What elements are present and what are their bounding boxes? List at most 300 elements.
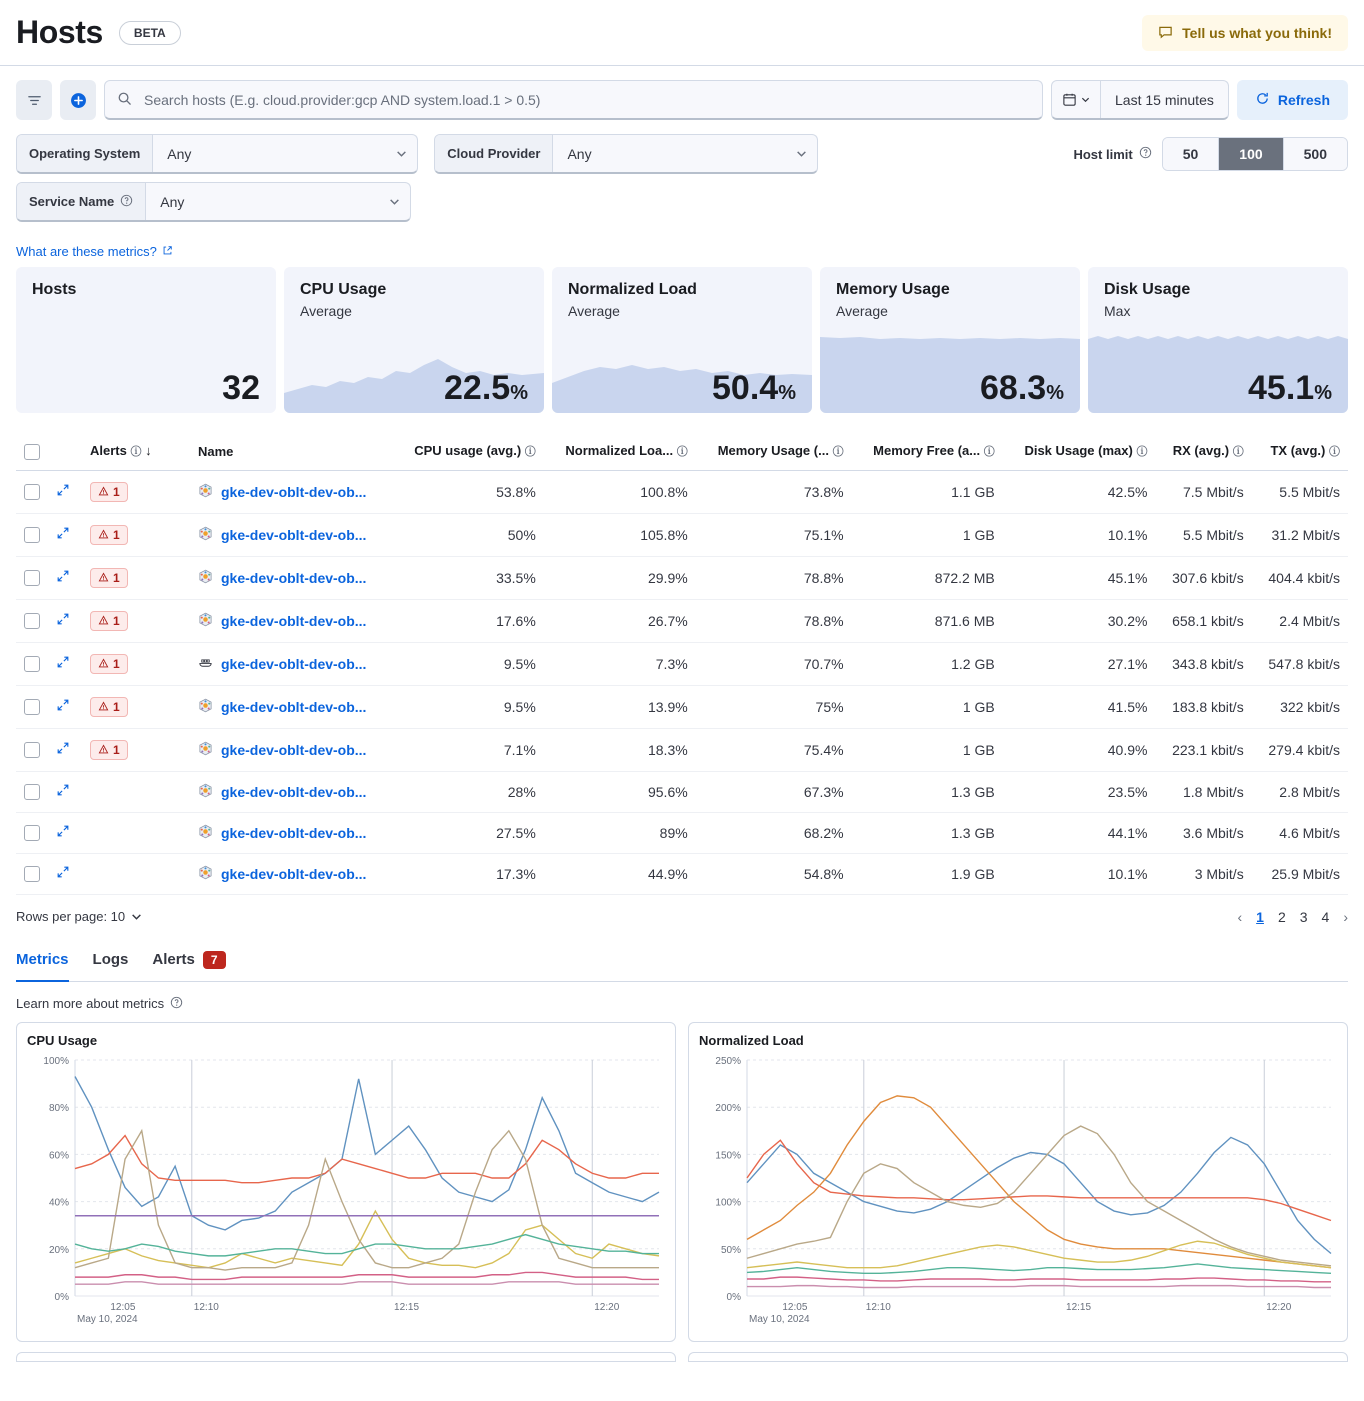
question-icon: ⓘ xyxy=(983,446,995,459)
row-expand-cell xyxy=(48,470,82,513)
kpi-row xyxy=(0,259,1364,413)
row-memory-free-cell: 1.2 GB xyxy=(852,642,1003,685)
row-rx-cell: 343.8 kbit/s xyxy=(1155,642,1251,685)
kpi-value: 68.3% xyxy=(980,369,1064,407)
kpi-memory-usage xyxy=(820,267,1080,413)
expand-icon[interactable] xyxy=(56,484,70,500)
comment-icon xyxy=(1158,25,1173,40)
row-alerts-cell xyxy=(82,685,190,728)
kubernetes-icon xyxy=(198,698,213,716)
kpi-subtitle: Average xyxy=(836,303,888,319)
row-checkbox[interactable] xyxy=(24,742,40,758)
table-row xyxy=(16,853,1348,894)
row-checkbox[interactable] xyxy=(24,484,40,500)
row-memory-free-cell: 1 GB xyxy=(852,685,1003,728)
row-memory-usage-cell: 68.2% xyxy=(696,812,852,853)
row-checkbox[interactable] xyxy=(24,699,40,715)
column-header-tx[interactable] xyxy=(1252,435,1348,470)
svg-text:100%: 100% xyxy=(43,1055,69,1067)
row-alerts-cell xyxy=(82,599,190,642)
host-limit-text: Host limit xyxy=(1073,146,1133,162)
kpi-subtitle: Max xyxy=(1104,303,1131,319)
kpi-value: 32 xyxy=(222,369,260,407)
filter-selected-value: Any xyxy=(567,145,592,162)
row-expand-cell xyxy=(48,642,82,685)
row-load-cell: 89% xyxy=(544,812,696,853)
column-label: Name xyxy=(198,443,234,459)
host-link[interactable]: gke-dev-oblt-dev-ob... xyxy=(221,655,367,672)
row-disk-cell: 10.1% xyxy=(1003,513,1156,556)
beta-badge: BETA xyxy=(119,21,181,45)
row-load-cell: 100.8% xyxy=(544,470,696,513)
tab-bar xyxy=(16,941,1348,982)
row-checkbox[interactable] xyxy=(24,866,40,882)
kubernetes-icon xyxy=(198,526,213,544)
expand-icon[interactable] xyxy=(56,866,70,882)
row-alerts-cell xyxy=(82,728,190,771)
svg-text:12:05: 12:05 xyxy=(782,1301,808,1313)
row-select-cell xyxy=(16,556,48,599)
kpi-normalized-load xyxy=(552,267,812,413)
row-rx-cell: 3.6 Mbit/s xyxy=(1155,812,1251,853)
column-label: CPU usage (avg.) xyxy=(414,443,522,459)
kubernetes-icon xyxy=(198,483,213,501)
row-memory-usage-cell: 75.4% xyxy=(696,728,852,771)
column-header-disk[interactable] xyxy=(1003,435,1156,470)
svg-text:60%: 60% xyxy=(48,1149,69,1161)
chart-canvas xyxy=(27,1052,667,1330)
row-name-cell xyxy=(190,728,393,771)
row-name-cell xyxy=(190,556,393,599)
add-filter-icon[interactable] xyxy=(60,80,96,120)
row-memory-free-cell: 872.2 MB xyxy=(852,556,1003,599)
toolbar xyxy=(0,66,1364,230)
metrics-link-label: What are these metrics? xyxy=(16,244,157,259)
page-3[interactable]: 3 xyxy=(1299,908,1308,925)
svg-text:250%: 250% xyxy=(715,1055,741,1067)
question-icon xyxy=(1139,146,1152,162)
expand-icon[interactable] xyxy=(56,784,70,800)
question-icon xyxy=(170,996,183,1012)
row-name-cell xyxy=(190,599,393,642)
kubernetes-icon xyxy=(198,741,213,759)
row-checkbox[interactable] xyxy=(24,570,40,586)
kubernetes-icon xyxy=(198,612,213,630)
feedback-label: Tell us what you think! xyxy=(1182,24,1332,41)
kpi-subtitle: Average xyxy=(300,303,352,319)
external-link-icon xyxy=(162,244,173,259)
hosts-table xyxy=(16,435,1348,895)
expand-icon[interactable] xyxy=(56,699,70,715)
filter-value[interactable] xyxy=(146,183,410,220)
search-box[interactable] xyxy=(104,80,1043,120)
row-alerts-cell xyxy=(82,470,190,513)
rows-per-page-selector[interactable] xyxy=(16,909,142,924)
search-row xyxy=(16,80,1348,120)
expand-icon[interactable] xyxy=(56,825,70,841)
row-cpu-cell: 9.5% xyxy=(393,642,544,685)
row-memory-usage-cell: 67.3% xyxy=(696,771,852,812)
row-load-cell: 13.9% xyxy=(544,685,696,728)
search-input[interactable] xyxy=(142,91,1030,109)
row-select-cell xyxy=(16,812,48,853)
table-row xyxy=(16,685,1348,728)
row-memory-free-cell: 1.1 GB xyxy=(852,470,1003,513)
kpi-hosts xyxy=(16,267,276,413)
row-load-cell: 7.3% xyxy=(544,642,696,685)
kpi-title: Normalized Load xyxy=(568,281,697,298)
svg-text:20%: 20% xyxy=(48,1244,69,1256)
column-header-cpu[interactable] xyxy=(393,435,544,470)
table-row xyxy=(16,812,1348,853)
row-disk-cell: 23.5% xyxy=(1003,771,1156,812)
table-row xyxy=(16,771,1348,812)
filter-icon[interactable] xyxy=(16,80,52,120)
calendar-icon[interactable] xyxy=(1052,81,1101,118)
chart-card-partial-right xyxy=(688,1352,1348,1362)
svg-text:May 10, 2024: May 10, 2024 xyxy=(77,1313,138,1325)
kubernetes-icon xyxy=(198,569,213,587)
svg-text:12:20: 12:20 xyxy=(1266,1301,1292,1313)
what-are-these-metrics-link[interactable] xyxy=(16,244,173,259)
container-icon xyxy=(198,655,213,673)
row-tx-cell: 2.4 Mbit/s xyxy=(1252,599,1348,642)
page-header xyxy=(0,0,1364,66)
chart-row-partial xyxy=(0,1342,1364,1362)
kpi-title: CPU Usage xyxy=(300,281,387,298)
filter-selected-value: Any xyxy=(160,193,185,210)
feedback-button[interactable] xyxy=(1142,15,1348,51)
question-icon: ⓘ xyxy=(1136,446,1148,459)
host-link[interactable]: gke-dev-oblt-dev-ob... xyxy=(221,569,367,586)
kubernetes-icon xyxy=(198,865,213,883)
svg-text:200%: 200% xyxy=(715,1102,741,1114)
row-load-cell: 26.7% xyxy=(544,599,696,642)
host-limit-500[interactable]: 500 xyxy=(1284,138,1347,170)
tab-label: Metrics xyxy=(16,951,69,969)
row-select-cell xyxy=(16,685,48,728)
tab-label: Alerts xyxy=(152,951,195,969)
table-row xyxy=(16,599,1348,642)
filter-selected-value: Any xyxy=(167,145,192,162)
column-label: RX (avg.) xyxy=(1172,443,1230,459)
row-checkbox[interactable] xyxy=(24,784,40,800)
row-load-cell: 44.9% xyxy=(544,853,696,894)
prev-page-button[interactable]: ‹ xyxy=(1237,908,1243,925)
row-alerts-cell xyxy=(82,556,190,599)
kpi-value: 22.5% xyxy=(444,369,528,407)
host-link[interactable]: gke-dev-oblt-dev-ob... xyxy=(221,865,367,882)
row-load-cell: 18.3% xyxy=(544,728,696,771)
column-label: Alerts xyxy=(90,443,127,459)
row-memory-usage-cell: 54.8% xyxy=(696,853,852,894)
row-expand-cell xyxy=(48,685,82,728)
row-name-cell xyxy=(190,470,393,513)
row-disk-cell: 30.2% xyxy=(1003,599,1156,642)
row-name-cell xyxy=(190,812,393,853)
row-rx-cell: 1.8 Mbit/s xyxy=(1155,771,1251,812)
chart-row xyxy=(0,1012,1364,1342)
svg-text:150%: 150% xyxy=(715,1149,741,1161)
svg-text:50%: 50% xyxy=(720,1244,741,1256)
column-label: Memory Free (a... xyxy=(873,443,981,459)
chevron-down-icon xyxy=(796,146,807,162)
column-header-memory-usage[interactable] xyxy=(696,435,852,470)
next-page-button[interactable]: › xyxy=(1343,908,1348,925)
row-rx-cell: 183.8 kbit/s xyxy=(1155,685,1251,728)
row-select-cell xyxy=(16,470,48,513)
row-tx-cell: 547.8 kbit/s xyxy=(1252,642,1348,685)
column-label: TX (avg.) xyxy=(1270,443,1326,459)
page-1[interactable]: 1 xyxy=(1256,908,1264,925)
row-cpu-cell: 28% xyxy=(393,771,544,812)
row-cpu-cell: 27.5% xyxy=(393,812,544,853)
alert-badge[interactable]: 1 xyxy=(90,697,128,717)
column-header-rx[interactable] xyxy=(1155,435,1251,470)
row-expand-cell xyxy=(48,728,82,771)
row-select-cell xyxy=(16,642,48,685)
row-disk-cell: 10.1% xyxy=(1003,853,1156,894)
row-alerts-cell xyxy=(82,771,190,812)
sort-desc-icon: ↓ xyxy=(145,443,152,459)
kpi-value: 50.4% xyxy=(712,369,796,407)
rows-per-page-label: Rows per page: 10 xyxy=(16,909,126,925)
filter-value[interactable] xyxy=(153,135,417,172)
row-cpu-cell: 7.1% xyxy=(393,728,544,771)
host-limit-label xyxy=(1073,146,1151,162)
svg-text:12:10: 12:10 xyxy=(865,1301,891,1313)
date-picker[interactable] xyxy=(1051,80,1229,120)
chart-card-partial-left xyxy=(16,1352,676,1362)
question-icon: ⓘ xyxy=(1329,446,1340,459)
column-header-memory-free[interactable] xyxy=(852,435,1003,470)
filter-service-name[interactable] xyxy=(16,182,411,222)
expand-icon[interactable] xyxy=(56,613,70,629)
filter-operating-system[interactable] xyxy=(16,134,418,174)
row-rx-cell: 3 Mbit/s xyxy=(1155,853,1251,894)
refresh-button[interactable] xyxy=(1237,80,1348,120)
tab-metrics[interactable] xyxy=(16,941,69,981)
svg-text:0%: 0% xyxy=(54,1291,69,1303)
row-memory-usage-cell: 75.1% xyxy=(696,513,852,556)
row-memory-usage-cell: 78.8% xyxy=(696,599,852,642)
search-icon xyxy=(117,91,132,109)
row-tx-cell: 279.4 kbit/s xyxy=(1252,728,1348,771)
host-link[interactable]: gke-dev-oblt-dev-ob... xyxy=(221,526,367,543)
row-memory-free-cell: 1.3 GB xyxy=(852,812,1003,853)
filter-label xyxy=(17,183,146,220)
column-header-name[interactable] xyxy=(190,435,393,470)
refresh-label: Refresh xyxy=(1277,92,1330,108)
table-row xyxy=(16,470,1348,513)
page-title: Hosts xyxy=(16,14,103,50)
svg-text:12:20: 12:20 xyxy=(594,1301,620,1313)
select-all-checkbox[interactable] xyxy=(24,444,40,460)
row-name-cell xyxy=(190,513,393,556)
header-left xyxy=(16,14,181,51)
table-footer xyxy=(16,895,1348,935)
kpi-title: Hosts xyxy=(32,281,77,298)
row-checkbox[interactable] xyxy=(24,527,40,543)
row-name-cell xyxy=(190,771,393,812)
tab-logs[interactable] xyxy=(93,941,129,981)
row-cpu-cell: 9.5% xyxy=(393,685,544,728)
row-select-cell xyxy=(16,513,48,556)
chevron-down-icon xyxy=(396,146,407,162)
row-alerts-cell xyxy=(82,812,190,853)
question-icon: ⓘ xyxy=(1232,446,1244,459)
row-select-cell xyxy=(16,853,48,894)
svg-text:12:15: 12:15 xyxy=(394,1301,420,1313)
svg-text:12:05: 12:05 xyxy=(110,1301,136,1313)
expand-icon[interactable] xyxy=(56,527,70,543)
row-disk-cell: 42.5% xyxy=(1003,470,1156,513)
svg-text:12:10: 12:10 xyxy=(193,1301,219,1313)
row-memory-usage-cell: 75% xyxy=(696,685,852,728)
kpi-value: 45.1% xyxy=(1248,369,1332,407)
row-cpu-cell: 33.5% xyxy=(393,556,544,599)
row-cpu-cell: 53.8% xyxy=(393,470,544,513)
filter-row-2 xyxy=(16,182,1348,230)
expand-icon[interactable] xyxy=(56,742,70,758)
kubernetes-icon xyxy=(198,824,213,842)
alert-badge[interactable]: 1 xyxy=(90,525,128,545)
table-row xyxy=(16,556,1348,599)
row-cpu-cell: 17.6% xyxy=(393,599,544,642)
row-alerts-cell xyxy=(82,513,190,556)
chart-normalized-load xyxy=(688,1022,1348,1342)
filter-value[interactable] xyxy=(553,135,817,172)
row-memory-free-cell: 1.3 GB xyxy=(852,771,1003,812)
alert-badge[interactable]: 1 xyxy=(90,568,128,588)
row-disk-cell: 41.5% xyxy=(1003,685,1156,728)
row-expand-cell xyxy=(48,853,82,894)
row-tx-cell: 322 kbit/s xyxy=(1252,685,1348,728)
tab-label: Logs xyxy=(92,951,129,969)
chart-title: CPU Usage xyxy=(27,1032,98,1048)
question-icon: ⓘ xyxy=(130,446,142,459)
date-range-label[interactable]: Last 15 minutes xyxy=(1115,91,1214,108)
alert-badge[interactable]: 1 xyxy=(90,611,128,631)
row-expand-cell xyxy=(48,556,82,599)
host-link[interactable]: gke-dev-oblt-dev-ob... xyxy=(221,824,367,841)
row-memory-free-cell: 1.9 GB xyxy=(852,853,1003,894)
table-row xyxy=(16,642,1348,685)
select-all-header xyxy=(16,435,48,470)
question-icon: ⓘ xyxy=(832,446,844,459)
page-4[interactable]: 4 xyxy=(1321,908,1330,925)
kpi-disk-usage xyxy=(1088,267,1348,413)
row-rx-cell: 5.5 Mbit/s xyxy=(1155,513,1251,556)
expand-header xyxy=(48,435,82,470)
row-memory-free-cell: 1 GB xyxy=(852,728,1003,771)
host-link[interactable]: gke-dev-oblt-dev-ob... xyxy=(221,783,367,800)
question-icon: ⓘ xyxy=(676,446,688,459)
row-disk-cell: 27.1% xyxy=(1003,642,1156,685)
row-load-cell: 95.6% xyxy=(544,771,696,812)
row-memory-usage-cell: 70.7% xyxy=(696,642,852,685)
row-checkbox[interactable] xyxy=(24,656,40,672)
svg-text:80%: 80% xyxy=(48,1102,69,1114)
kpi-subtitle: Average xyxy=(568,303,620,319)
alert-badge[interactable]: 1 xyxy=(90,482,128,502)
row-select-cell xyxy=(16,771,48,812)
expand-icon[interactable] xyxy=(56,570,70,586)
kpi-cpu-usage xyxy=(284,267,544,413)
chevron-down-icon xyxy=(389,194,400,210)
learn-more-label: Learn more about metrics xyxy=(16,996,165,1012)
tab-alerts[interactable] xyxy=(152,941,225,981)
host-limit-100[interactable]: 100 xyxy=(1219,138,1283,170)
svg-text:0%: 0% xyxy=(726,1291,741,1303)
kpi-title: Disk Usage xyxy=(1104,281,1191,298)
pagination xyxy=(1237,909,1348,925)
alert-badge[interactable]: 1 xyxy=(90,654,128,674)
row-load-cell: 29.9% xyxy=(544,556,696,599)
kubernetes-icon xyxy=(198,783,213,801)
question-icon: ⓘ xyxy=(524,446,536,459)
svg-text:12:15: 12:15 xyxy=(1066,1301,1092,1313)
row-rx-cell: 307.6 kbit/s xyxy=(1155,556,1251,599)
filter-cloud-provider[interactable] xyxy=(434,134,818,174)
page-2[interactable]: 2 xyxy=(1277,908,1286,925)
row-select-cell xyxy=(16,728,48,771)
column-header-alerts[interactable] xyxy=(82,435,190,470)
filter-label: Operating System xyxy=(17,135,153,172)
host-link[interactable]: gke-dev-oblt-dev-ob... xyxy=(221,483,367,500)
host-link[interactable]: gke-dev-oblt-dev-ob... xyxy=(221,612,367,629)
table-body xyxy=(16,470,1348,894)
row-rx-cell: 7.5 Mbit/s xyxy=(1155,470,1251,513)
row-cpu-cell: 17.3% xyxy=(393,853,544,894)
row-tx-cell: 404.4 kbit/s xyxy=(1252,556,1348,599)
row-alerts-cell xyxy=(82,642,190,685)
row-checkbox[interactable] xyxy=(24,825,40,841)
row-disk-cell: 40.9% xyxy=(1003,728,1156,771)
column-header-load[interactable] xyxy=(544,435,696,470)
kpi-title: Memory Usage xyxy=(836,281,950,298)
row-name-cell xyxy=(190,853,393,894)
alerts-count-badge: 7 xyxy=(203,951,226,969)
host-limit-50[interactable]: 50 xyxy=(1163,138,1220,170)
question-icon xyxy=(120,194,133,210)
host-limit-segmented[interactable] xyxy=(1162,137,1348,171)
row-expand-cell xyxy=(48,771,82,812)
column-label: Normalized Loa... xyxy=(565,443,674,459)
svg-text:100%: 100% xyxy=(715,1197,741,1209)
row-checkbox[interactable] xyxy=(24,613,40,629)
row-tx-cell: 31.2 Mbit/s xyxy=(1252,513,1348,556)
row-tx-cell: 5.5 Mbit/s xyxy=(1252,470,1348,513)
expand-icon[interactable] xyxy=(56,656,70,672)
row-cpu-cell: 50% xyxy=(393,513,544,556)
filter-label-text: Service Name xyxy=(29,194,115,209)
row-memory-usage-cell: 78.8% xyxy=(696,556,852,599)
learn-more-about-metrics[interactable] xyxy=(16,996,183,1012)
row-load-cell: 105.8% xyxy=(544,513,696,556)
svg-text:40%: 40% xyxy=(48,1197,69,1209)
column-label: Disk Usage (max) xyxy=(1024,443,1133,459)
row-rx-cell: 658.1 kbit/s xyxy=(1155,599,1251,642)
host-link[interactable]: gke-dev-oblt-dev-ob... xyxy=(221,741,367,758)
alert-badge[interactable]: 1 xyxy=(90,740,128,760)
host-link[interactable]: gke-dev-oblt-dev-ob... xyxy=(221,698,367,715)
row-memory-free-cell: 1 GB xyxy=(852,513,1003,556)
chart-title: Normalized Load xyxy=(699,1032,804,1048)
table-row xyxy=(16,513,1348,556)
filter-label: Cloud Provider xyxy=(435,135,553,172)
row-expand-cell xyxy=(48,513,82,556)
